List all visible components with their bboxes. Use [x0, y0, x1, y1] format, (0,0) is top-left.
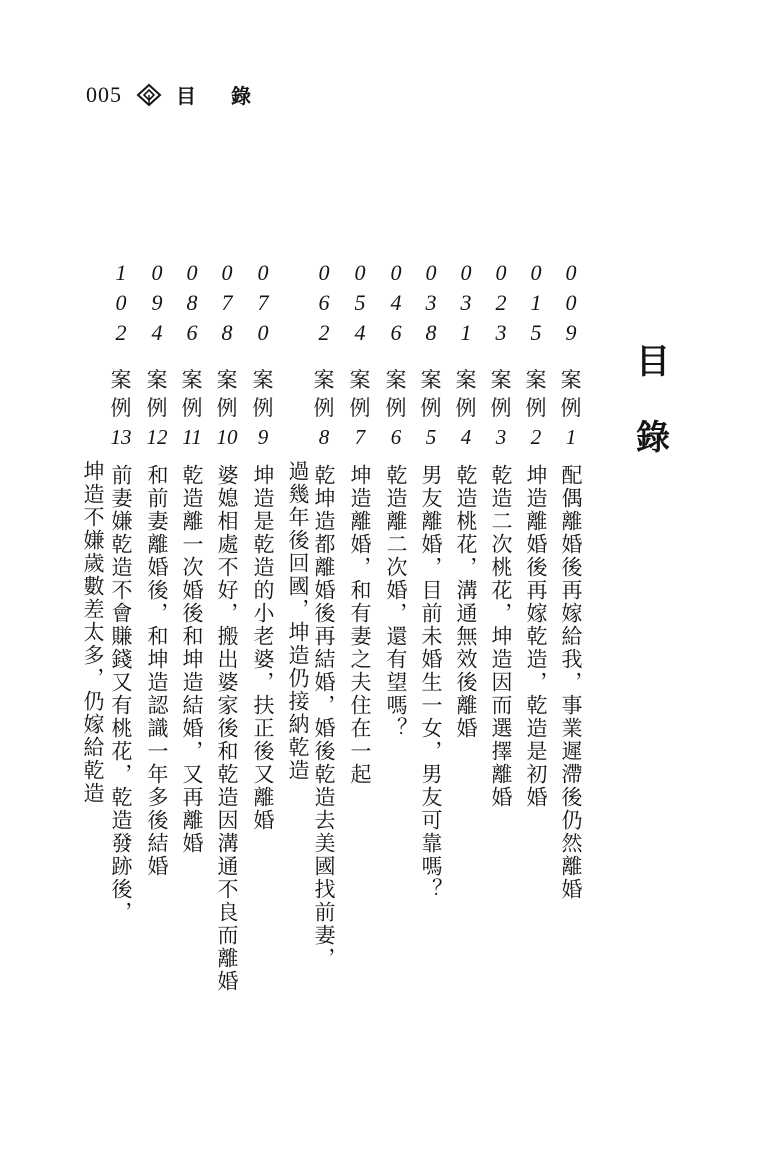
case-label: 案 例 3 — [486, 366, 516, 452]
case-label: 案 例 10 — [212, 366, 242, 452]
toc-entry[interactable] — [106, 258, 136, 924]
case-label: 案 例 9 — [248, 366, 278, 452]
entry-page-number: 0 2 3 — [495, 260, 507, 345]
entry-page-number: 0 5 4 — [354, 260, 366, 345]
case-label: 案 例 1 — [556, 366, 586, 452]
entry-title: 乾坤造都離婚後再結婚，婚後乾造去美國找前妻， — [312, 464, 336, 970]
entry-page-number: 0 3 1 — [460, 260, 472, 345]
case-number: 10 — [216, 425, 238, 449]
case-label: 案 例 5 — [416, 366, 446, 452]
running-title: 目 錄 — [176, 84, 265, 108]
entry-page-number: 0 7 8 — [221, 260, 233, 345]
case-label: 案 例 6 — [381, 366, 411, 452]
case-label: 案 例 8 — [309, 366, 339, 452]
running-header — [86, 80, 265, 109]
case-number: 4 — [460, 425, 472, 449]
case-label: 案 例 2 — [521, 366, 551, 452]
entry-title: 婆媳相處不好，搬出婆家後和乾造因溝通不良而離婚 — [215, 464, 239, 993]
toc-entry[interactable] — [177, 258, 207, 855]
case-label: 案 例 13 — [106, 366, 136, 452]
toc-entry[interactable] — [521, 258, 551, 809]
entry-title: 乾造桃花，溝通無效後離婚 — [454, 464, 478, 740]
entry-title: 乾造離二次婚，還有望嗎？ — [384, 464, 408, 740]
case-number: 3 — [495, 425, 507, 449]
case-number: 1 — [565, 425, 577, 449]
toc-entry[interactable] — [486, 258, 516, 809]
case-number: 12 — [146, 425, 168, 449]
entry-title-continuation: 坤造不嫌歲數差太多，仍嫁給乾造 — [81, 460, 105, 805]
case-number: 13 — [110, 425, 132, 449]
case-number: 6 — [390, 425, 402, 449]
toc-entry[interactable] — [416, 258, 446, 901]
entry-title: 坤造是乾造的小老婆，扶正後又離婚 — [251, 464, 275, 832]
toc-entry[interactable] — [556, 258, 586, 901]
entry-title: 前妻嫌乾造不會賺錢又有桃花，乾造發跡後， — [109, 464, 133, 924]
toc-entry[interactable] — [451, 258, 481, 740]
entry-page-number: 0 8 6 — [186, 260, 198, 345]
entry-page-number: 0 0 9 — [565, 260, 577, 345]
diamond-ornament-icon — [136, 83, 162, 107]
toc-title-char-1: 目 — [636, 342, 670, 382]
page-number: 005 — [86, 81, 122, 107]
entry-title: 配偶離婚後再嫁給我，事業遲滯後仍然離婚 — [559, 464, 583, 901]
entry-page-number: 0 1 5 — [530, 260, 542, 345]
toc-entry[interactable] — [345, 258, 375, 786]
toc-entry[interactable] — [381, 258, 411, 740]
toc-entry[interactable] — [309, 258, 339, 970]
case-label: 案 例 12 — [142, 366, 172, 452]
entry-title: 坤造離婚，和有妻之夫住在一起 — [348, 464, 372, 786]
toc-title — [628, 342, 678, 458]
case-label: 案 例 11 — [177, 366, 207, 452]
entry-title: 乾造二次桃花，坤造因而選擇離婚 — [489, 464, 513, 809]
case-number: 2 — [530, 425, 542, 449]
entry-title: 男友離婚，目前未婚生一女，男友可靠嗎？ — [419, 464, 443, 901]
entry-page-number: 1 0 2 — [115, 260, 127, 345]
toc-entry[interactable] — [212, 258, 242, 993]
case-number: 5 — [425, 425, 437, 449]
entry-page-number: 0 3 8 — [425, 260, 437, 345]
entry-page-number: 0 6 2 — [318, 260, 330, 345]
case-label: 案 例 4 — [451, 366, 481, 452]
entry-page-number: 0 9 4 — [151, 260, 163, 345]
case-number: 7 — [354, 425, 366, 449]
entry-page-number: 0 7 0 — [257, 260, 269, 345]
entry-title-continuation: 過幾年後回國，坤造仍接納乾造 — [286, 460, 310, 782]
case-number: 11 — [182, 425, 202, 449]
entry-title: 和前妻離婚後，和坤造認識一年多後結婚 — [145, 464, 169, 878]
case-number: 9 — [257, 425, 269, 449]
entry-page-number: 0 4 6 — [390, 260, 402, 345]
entry-title: 乾造離一次婚後和坤造結婚，又再離婚 — [180, 464, 204, 855]
case-number: 8 — [318, 425, 330, 449]
toc-entry[interactable] — [142, 258, 172, 878]
toc-entry[interactable] — [248, 258, 278, 832]
toc-title-char-2: 錄 — [636, 418, 670, 458]
entry-title: 坤造離婚後再嫁乾造，乾造是初婚 — [524, 464, 548, 809]
case-label: 案 例 7 — [345, 366, 375, 452]
